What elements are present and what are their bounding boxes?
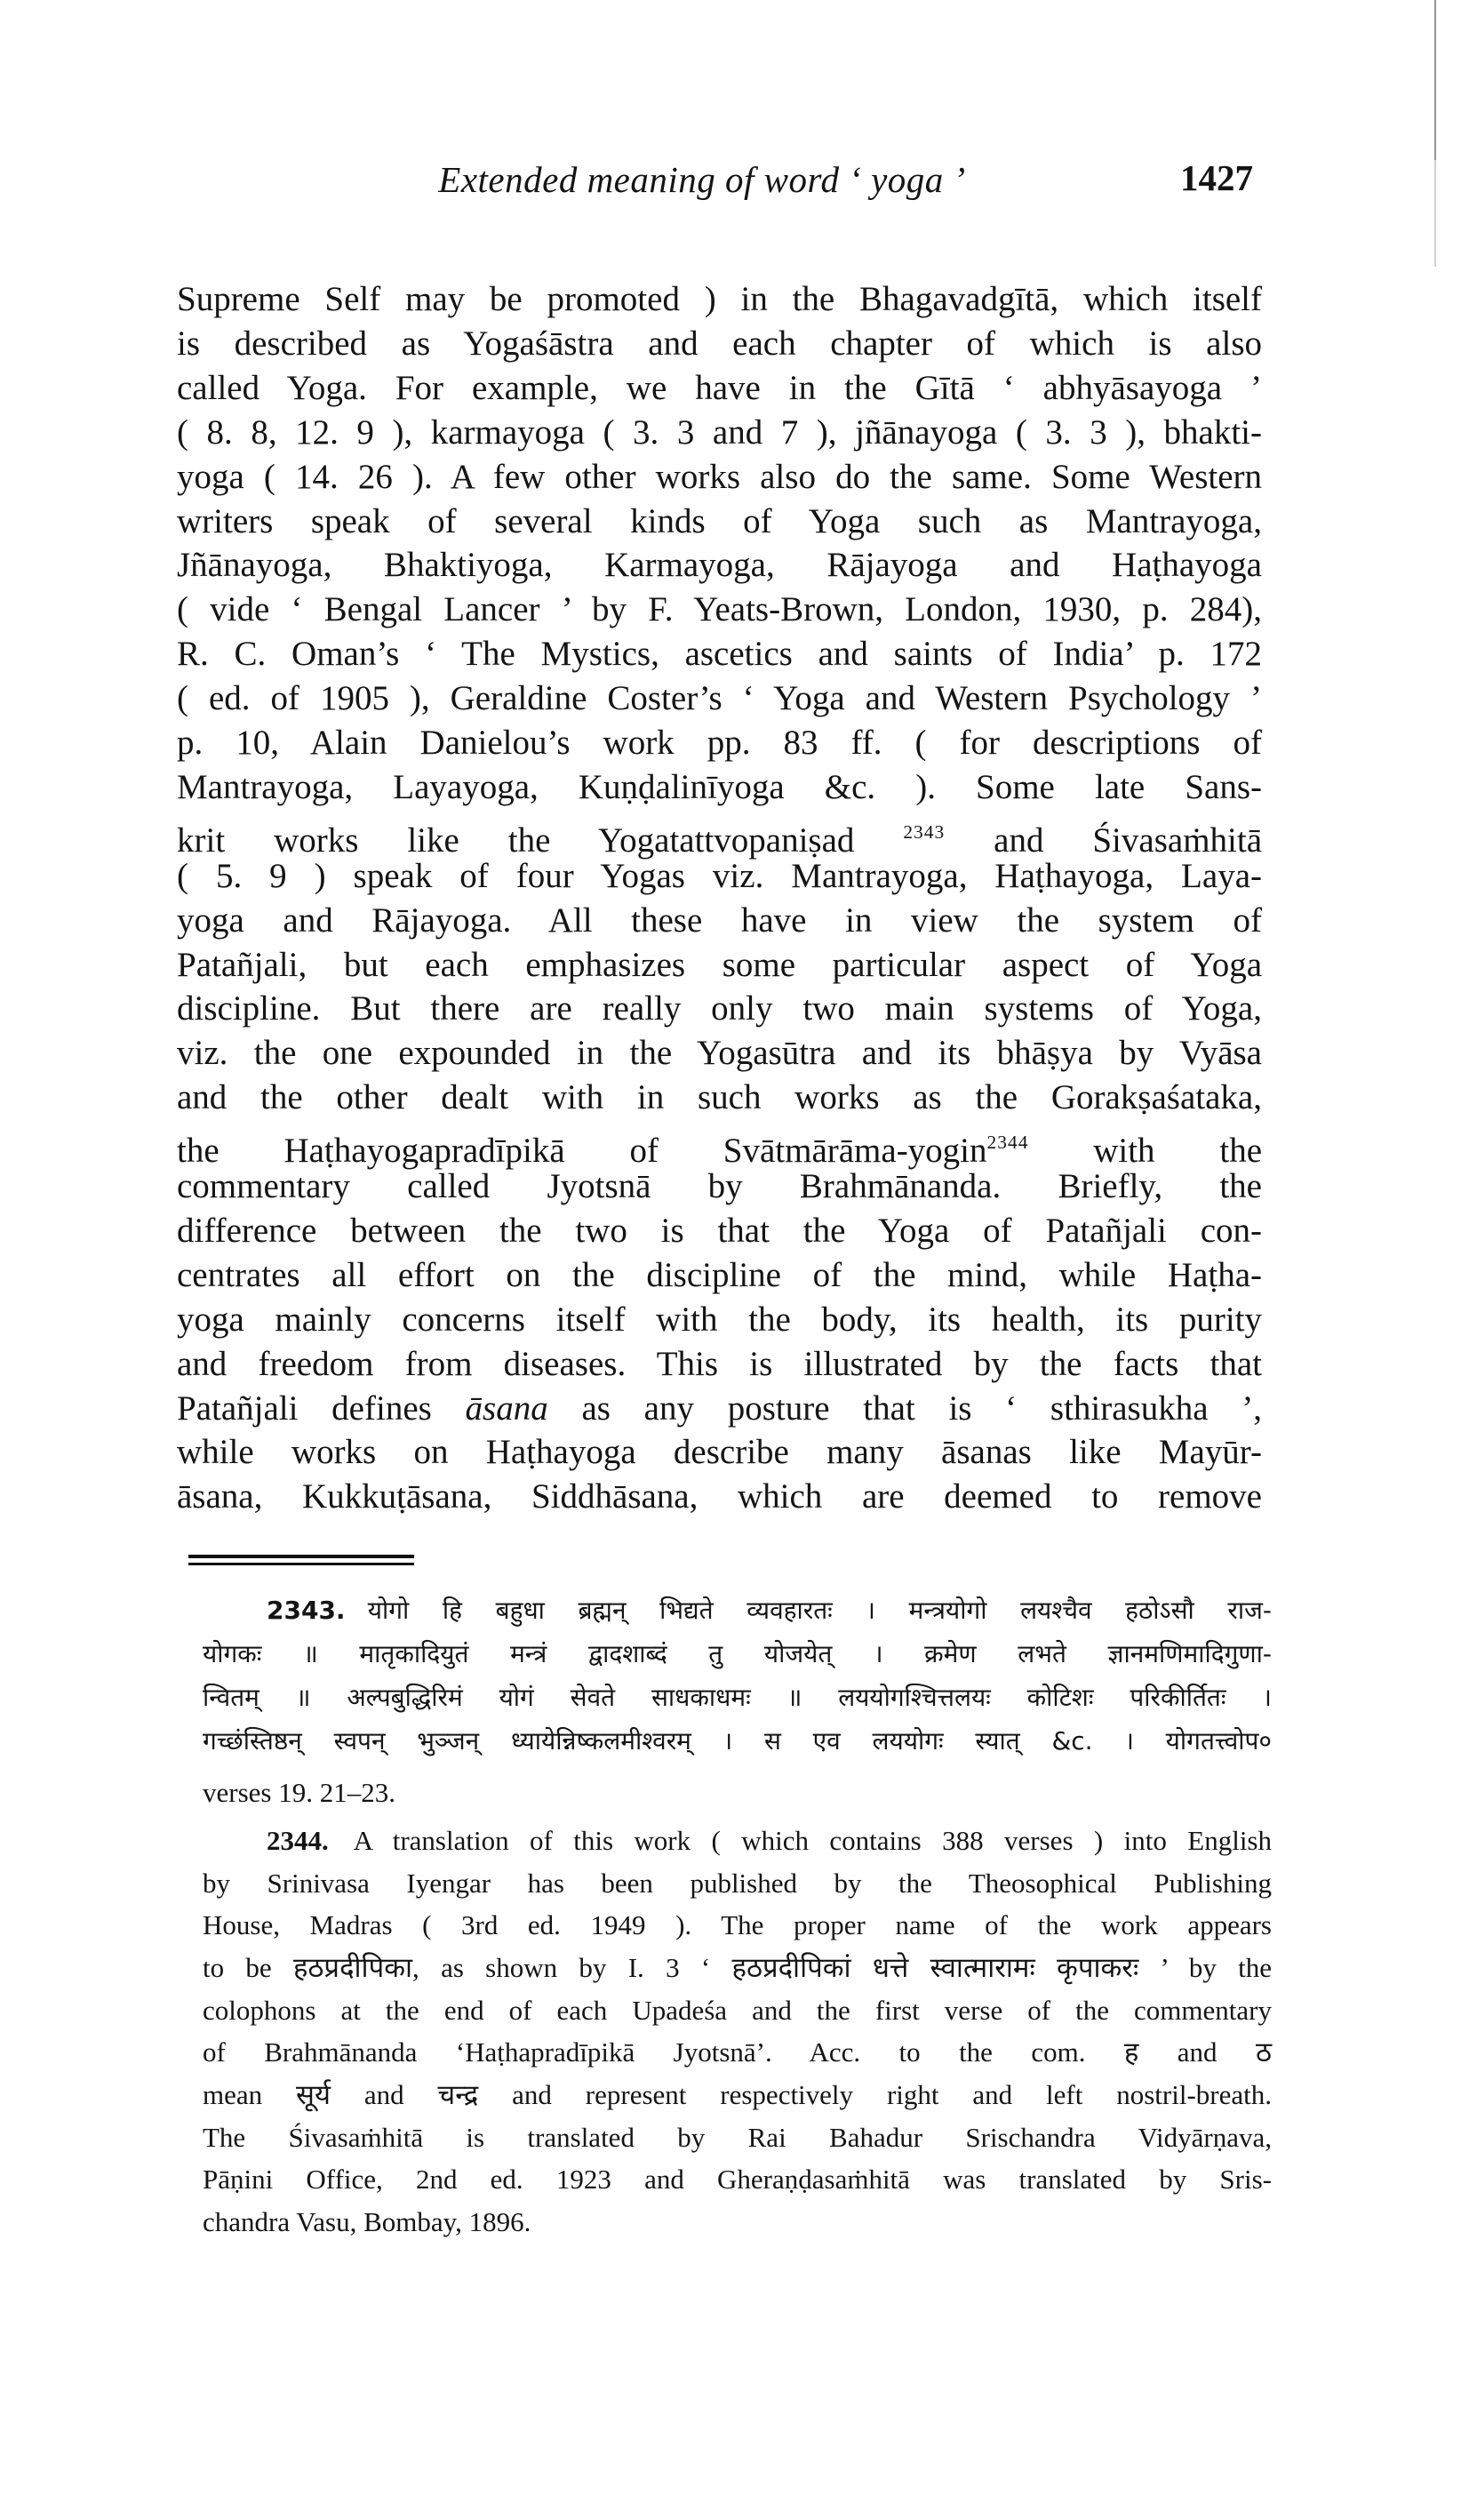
body-line: and the other dealt with in such works as the Gorakṣaśataka, [177, 1078, 1262, 1117]
footnote-rule [188, 1555, 414, 1558]
body-line: ( ed. of 1905 ), Geraldine Coster’s ‘ Yoga and Western Psychology ’ [177, 679, 1262, 718]
running-title: Extended meaning of word ‘ yoga ’ [438, 159, 966, 200]
footnote-text: योगो हि बहुधा ब्रह्मन् भिद्यते व्यवहारतः । मन्त्रयोगो लयश्चैव हठोऽसौ राज- [367, 1596, 1272, 1625]
italic-term: āsana [465, 1388, 548, 1428]
footnote-number: 2344. [267, 1825, 329, 1856]
body-line: while works on Haṭhayoga describe many āsanas like Mayūr- [177, 1433, 1262, 1472]
footnote-2344-line [267, 1823, 1272, 1859]
footnote-2343-line [267, 1593, 1272, 1628]
body-line: Supreme Self may be promoted ) in the Bhagavadgītā, which itself [177, 280, 1262, 318]
footnote-2343-line: verses 19. 21–23. [203, 1777, 395, 1808]
page-number: 1427 [1180, 157, 1253, 198]
footnote-reference: 2343 [903, 820, 946, 843]
text-segment: the Haṭhayogapradīpikā of Svātmārāma-yogin [177, 1132, 987, 1171]
text-segment: krit works like the Yogatattvopaniṣad [177, 820, 904, 860]
body-line: writers speak of several kinds of Yoga such as Mantrayoga, [177, 501, 1262, 540]
body-line: yoga mainly concerns itself with the body, its health, its purity [177, 1300, 1262, 1339]
footnote-2344-line: The Śivasaṁhitā is translated by Rai Bahadur Srischandra Vidyārṇava, [203, 2122, 1272, 2153]
text-segment: and Śivasaṁhitā [945, 820, 1263, 860]
footnote-2344-line: Pāṇini Office, 2nd ed. 1923 and Gheraṇḍasaṁhitā was translated by Sris- [203, 2164, 1272, 2195]
footnote-number: 2343. [267, 1596, 346, 1625]
scan-edge-line [1434, 0, 1436, 267]
footnote-text: A translation of this work ( which contains 388 verses ) into English [353, 1825, 1272, 1856]
body-line: is described as Yogaśāstra and each chapter of which is also [177, 324, 1262, 363]
body-line [177, 1122, 1263, 1171]
body-line: yoga ( 14. 26 ). A few other works also do the same. Some Western [177, 457, 1262, 496]
body-line: Mantrayoga, Layayoga, Kuṇḍalinīyoga &c. ). Some late Sans- [177, 767, 1262, 806]
body-line [177, 812, 1263, 860]
footnote-2343-line: न्वितम् ॥ अल्पबुद्धिरिमं योगं सेवते साधकाधमः ॥ लययोगश्चित्तलयः कोटिशः परिकीर्तितः । [203, 1683, 1272, 1712]
footnote-2344-line: mean सूर्य and चन्द्र and represent respectively right and left nostril-breath. [203, 2079, 1272, 2110]
body-line: centrates all effort on the discipline of the mind, while Haṭha- [177, 1255, 1262, 1294]
body-line: and freedom from diseases. This is illustrated by the facts that [177, 1344, 1262, 1383]
body-line: ( 5. 9 ) speak of four Yogas viz. Mantrayoga, Haṭhayoga, Laya- [177, 856, 1262, 895]
footnote-2344-line: to be हठप्रदीपिका, as shown by I. 3 ‘ हठप्रदीपिकां धत्ते स्वात्मारामः कृपाकरः ’ by the [203, 1952, 1272, 1983]
footnote-2344-line: chandra Vasu, Bombay, 1896. [203, 2206, 531, 2237]
footnote-2344-line: of Brahmānanda ‘Haṭhapradīpikā Jyotsnā’. Acc. to the com. ह and ठ [203, 2036, 1272, 2068]
body-line [177, 1388, 1262, 1429]
footnote-2343-line: योगकः ॥ मातृकादियुतं मन्त्रं द्वादशाब्दं तु योजयेत् । क्रमेण लभते ज्ञानमणिमादिगुणा- [203, 1639, 1272, 1668]
footnote-rule-lower [188, 1563, 414, 1565]
body-line: difference between the two is that the Yoga of Patañjali con- [177, 1211, 1262, 1250]
text-segment: Patañjali defines [177, 1388, 466, 1428]
body-line: discipline. But there are really only two main systems of Yoga, [177, 989, 1262, 1028]
body-line: Jñānayoga, Bhaktiyoga, Karmayoga, Rājayoga and Haṭhayoga [177, 546, 1262, 585]
footnote-2344-line: colophons at the end of each Upadeśa and the first verse of the commentary [203, 1995, 1272, 2026]
body-line: āsana, Kukkuṭāsana, Siddhāsana, which are deemed to remove [177, 1477, 1262, 1516]
body-line: ( 8. 8, 12. 9 ), karmayoga ( 3. 3 and 7 ), jñānayoga ( 3. 3 ), bhakti- [177, 412, 1262, 452]
body-line: ( vide ‘ Bengal Lancer ’ by F. Yeats-Brown, London, 1930, p. 284), [177, 590, 1262, 629]
footnote-2344-line: House, Madras ( 3rd ed. 1949 ). The proper name of the work appears [203, 1909, 1272, 1940]
body-line: yoga and Rājayoga. All these have in view the system of [177, 900, 1262, 940]
body-line: R. C. Oman’s ‘ The Mystics, ascetics and saints of India’ p. 172 [177, 635, 1262, 674]
body-line: p. 10, Alain Danielou’s work pp. 83 ff. ( for descriptions of [177, 724, 1262, 762]
body-line: commentary called Jyotsnā by Brahmānanda. Briefly, the [177, 1167, 1262, 1205]
text-segment: as any posture that is ‘ sthirasukha ’, [547, 1388, 1262, 1428]
footnote-reference: 2344 [986, 1132, 1029, 1154]
body-line: viz. the one expounded in the Yogasūtra and its bhāṣya by Vyāsa [177, 1034, 1262, 1073]
body-line: called Yoga. For example, we have in the Gītā ‘ abhyāsayoga ’ [177, 368, 1262, 407]
body-line: Patañjali, but each emphasizes some particular aspect of Yoga [177, 945, 1262, 984]
footnote-2343-line: गच्छंस्तिष्ठन् स्वपन् भुञ्जन् ध्यायेन्निष्कलमीश्वरम् । स एव लययोगः स्यात् &c. । योगतत्त्वोप० [203, 1726, 1272, 1756]
text-segment: with the [1028, 1132, 1263, 1171]
footnote-2344-line: by Srinivasa Iyengar has been published by the Theosophical Publishing [203, 1868, 1272, 1899]
